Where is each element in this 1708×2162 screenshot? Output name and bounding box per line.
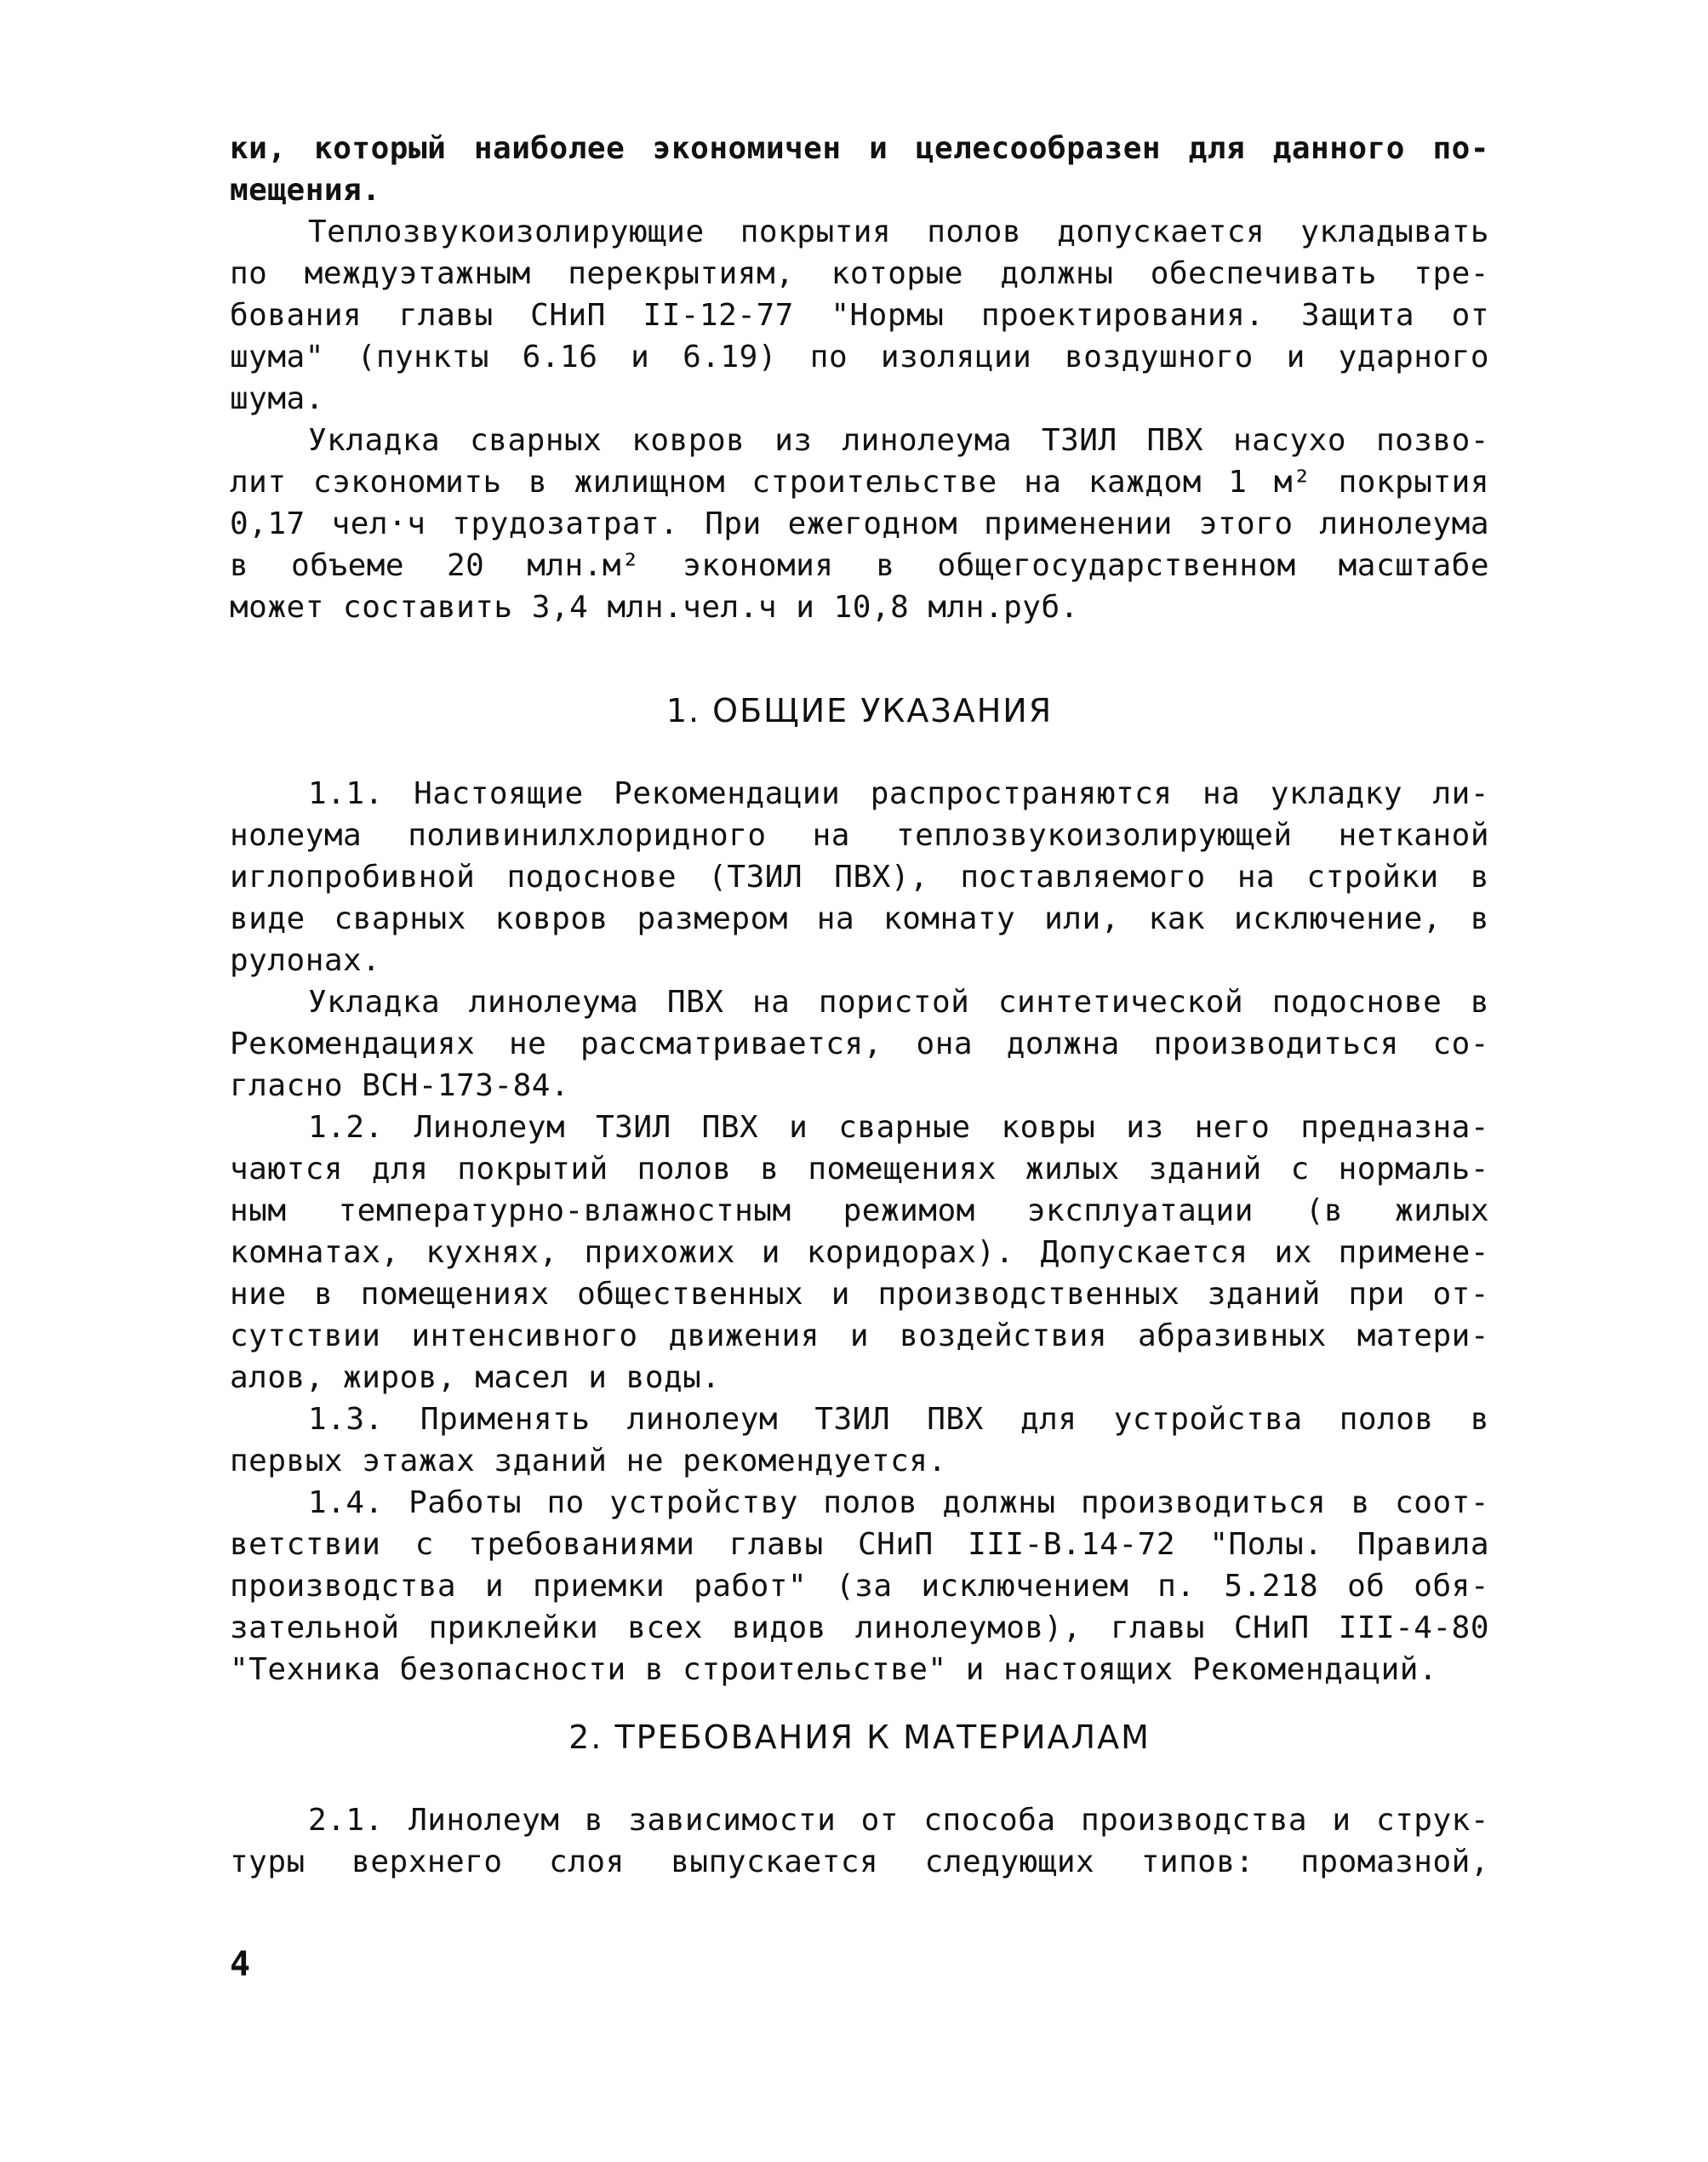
clause-1-3 — [230, 1398, 1489, 1482]
text-line: "Техника безопасности в строительстве" и настоящих Рекомендаций. — [230, 1652, 1438, 1687]
text-line: ки, который наиболее экономичен и целесообразен для данного по- — [230, 131, 1489, 166]
text-line: по междуэтажным перекрытиям, которые должны обеспечивать тре- — [230, 256, 1489, 291]
section-heading-1: 1. ОБЩИЕ УКАЗАНИЯ — [665, 692, 1054, 729]
spacer — [230, 1759, 1489, 1799]
clause-1-4 — [230, 1482, 1489, 1690]
text-line: ным температурно-влажностным режимом эксплуатации (в жилых — [230, 1193, 1489, 1228]
text-line: чаются для покрытий полов в помещениях жилых зданий с нормаль- — [230, 1152, 1489, 1187]
text-line: сутствии интенсивного движения и воздействия абразивных матери- — [230, 1318, 1489, 1353]
text-line: шума" (пункты 6.16 и 6.19) по изоляции воздушного и ударного — [230, 340, 1489, 375]
intro-paragraph-2 — [230, 211, 1489, 420]
text-line: комнатах, кухнях, прихожих и коридорах). Допускается их примене- — [230, 1235, 1489, 1270]
clause-1-1 — [230, 773, 1489, 981]
text-line: Теплозвукоизолирующие покрытия полов допускается укладывать — [308, 214, 1489, 249]
text-line: шума. — [230, 381, 324, 416]
text-line: зательной приклейки всех видов линолеумов), главы СНиП III-4-80 — [230, 1610, 1489, 1645]
clause-1-2 — [230, 1107, 1489, 1398]
text-line: туры верхнего слоя выпускается следующих типов: промазной, — [230, 1845, 1489, 1879]
text-line: алов, жиров, масел и воды. — [230, 1360, 721, 1395]
intro-paragraph-1 — [230, 128, 1489, 211]
text-line: виде сварных ковров размером на комнату или, как исключение, в — [230, 901, 1489, 936]
spacer — [230, 628, 1489, 689]
section-heading-2: 2. ТРЕБОВАНИЯ К МАТЕРИАЛАМ — [568, 1719, 1151, 1756]
spacer — [230, 732, 1489, 773]
text-line: иглопробивной подоснове (ТЗИЛ ПВХ), поставляемого на стройки в — [230, 860, 1489, 895]
text-line: 2.1. Линолеум в зависимости от способа производства и струк- — [308, 1803, 1489, 1838]
text-line: Укладка сварных ковров из линолеума ТЗИЛ ПВХ насухо позво- — [308, 423, 1489, 458]
text-line: гласно ВСН-173-84. — [230, 1068, 570, 1103]
text-line: 1.1. Настоящие Рекомендации распространяются на укладку ли- — [308, 776, 1489, 811]
clause-1-1-note — [230, 981, 1489, 1107]
document-page — [230, 128, 1489, 1883]
text-line: ние в помещениях общественных и производственных зданий при от- — [230, 1277, 1489, 1312]
text-line: рулонах. — [230, 943, 381, 978]
text-line: Укладка линолеума ПВХ на пористой синтетической подоснове в — [308, 985, 1489, 1020]
page-number: 4 — [230, 1945, 251, 1984]
text-line: в объеме 20 млн.м² экономия в общегосударственном масштабе — [230, 548, 1489, 583]
text-line: мещения. — [230, 173, 381, 208]
text-line: Рекомендациях не рассматривается, она должна производиться со- — [230, 1027, 1489, 1061]
intro-paragraph-3 — [230, 420, 1489, 628]
text-line: 1.4. Работы по устройству полов должны производиться в соот- — [308, 1485, 1489, 1520]
text-line: нолеума поливинилхлоридного на теплозвукоизолирующей нетканой — [230, 818, 1489, 853]
text-line: 1.2. Линолеум ТЗИЛ ПВХ и сварные ковры из него предназна- — [308, 1110, 1489, 1145]
text-line: ветствии с требованиями главы СНиП III-В.14-72 "Полы. Правила — [230, 1527, 1489, 1562]
clause-2-1 — [230, 1799, 1489, 1883]
text-line: первых этажах зданий не рекомендуется. — [230, 1444, 947, 1479]
text-line: 1.3. Применять линолеум ТЗИЛ ПВХ для устройства полов в — [308, 1402, 1489, 1437]
text-line: бования главы СНиП II-12-77 "Нормы проектирования. Защита от — [230, 298, 1489, 333]
text-line: может составить 3,4 млн.чел.ч и 10,8 млн.руб. — [230, 590, 1079, 625]
text-line: производства и приемки работ" (за исключением п. 5.218 об обя- — [230, 1569, 1489, 1604]
text-line: 0,17 чел·ч трудозатрат. При ежегодном применении этого линолеума — [230, 506, 1489, 541]
spacer — [230, 1690, 1489, 1716]
text-line: лит сэкономить в жилищном строительстве на каждом 1 м² покрытия — [230, 465, 1489, 500]
